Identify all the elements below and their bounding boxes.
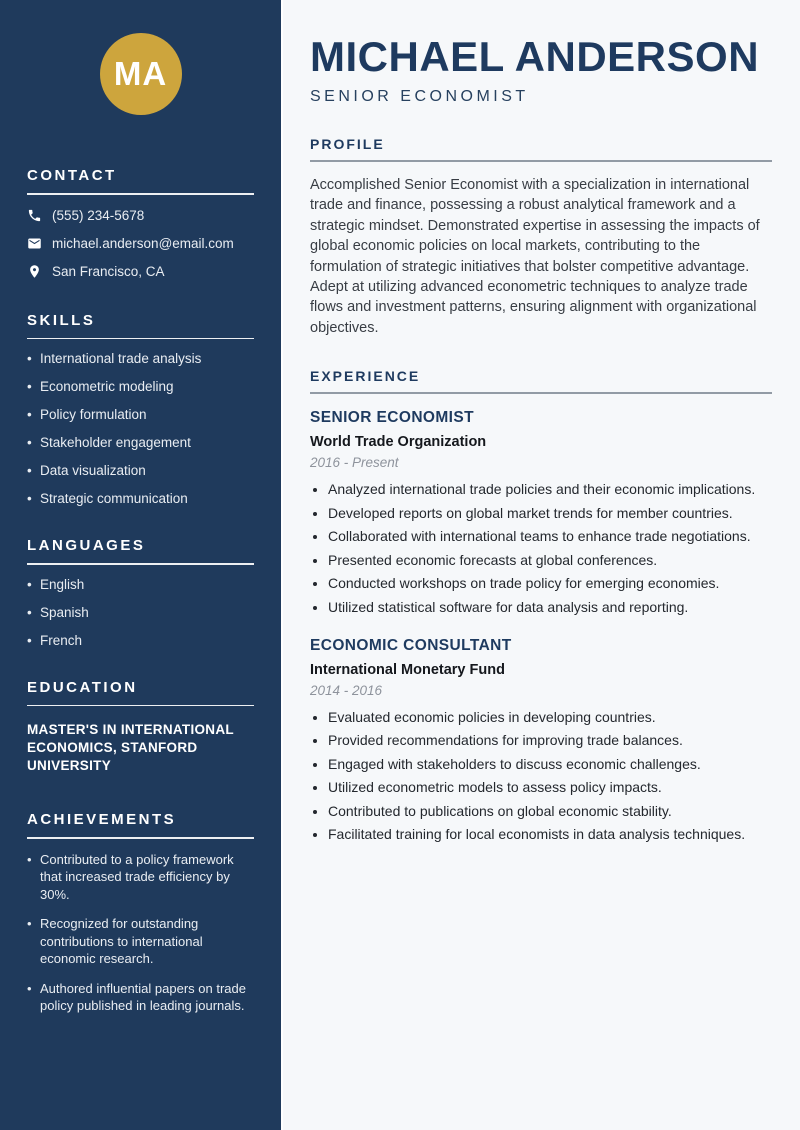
resume-sidebar	[0, 0, 281, 1130]
job-entry	[310, 409, 772, 615]
job-entry	[310, 637, 772, 843]
education-divider	[27, 705, 254, 707]
email-icon	[27, 236, 42, 251]
avatar	[100, 33, 182, 115]
achievement-item: • Authored influential papers on trade policy published in leading journals.	[27, 980, 254, 1015]
job-dates: 2016 - Present	[310, 455, 399, 471]
achievements-divider	[27, 837, 254, 839]
skills-section	[27, 312, 254, 508]
job-title: ECONOMIC CONSULTANT	[310, 636, 512, 654]
job-bullet: • Collaborated with international teams to enhance trade negotiations.	[328, 529, 772, 544]
achievements-list	[27, 851, 254, 1015]
skill-item: • International trade analysis	[27, 350, 254, 367]
job-bullet: • Evaluated economic policies in developing countries.	[328, 710, 772, 725]
skill-item: • Policy formulation	[27, 406, 254, 423]
phone-icon	[27, 208, 42, 223]
education-section	[27, 679, 254, 776]
languages-divider	[27, 563, 254, 565]
education-heading: EDUCATION	[27, 678, 138, 696]
achievements-heading: ACHIEVEMENTS	[27, 811, 177, 828]
skill-item: • Stakeholder engagement	[27, 434, 254, 451]
job-bullet: • Conducted workshops on trade policy for emerging economies.	[328, 576, 772, 591]
avatar-initials: MA	[113, 55, 168, 92]
job-bullet: • Engaged with stakeholders to discuss economic challenges.	[328, 757, 772, 772]
languages-heading: LANGUAGES	[27, 537, 146, 554]
skill-item: • Data visualization	[27, 462, 254, 479]
achievement-item: • Contributed to a policy framework that increased trade efficiency by 30%.	[27, 851, 254, 904]
profile-text: Accomplished Senior Economist with a specialization in international trade and finance, possessing a robust analytical framework and a strategic mindset. Demonstrated expertise in assessing the impacts of global economic policies on local markets, contributing to the formulation of strategic initiatives that bolster competitive advantage. Adept at utilizing advanced econometric techniques to analyze trade flows and investment patterns, ensuring alignment with organizational objectives.	[310, 177, 760, 336]
experience-heading: EXPERIENCE	[310, 368, 421, 385]
languages-section	[27, 537, 254, 649]
phone-number: (555) 234-5678	[52, 207, 145, 223]
contact-phone-row	[27, 208, 254, 223]
location-icon	[27, 264, 42, 279]
job-bullet: • Utilized econometric models to assess policy impacts.	[328, 780, 772, 795]
contact-email-row	[27, 236, 254, 251]
job-company: International Monetary Fund	[310, 661, 505, 678]
location-text: San Francisco, CA	[52, 263, 165, 279]
contact-divider	[27, 193, 254, 195]
skills-heading: SKILLS	[27, 311, 96, 329]
job-bullets	[310, 710, 772, 843]
language-item: • Spanish	[27, 604, 254, 621]
resume-main	[281, 0, 800, 1130]
contact-heading: CONTACT	[27, 167, 117, 184]
skills-divider	[27, 338, 254, 340]
skill-item: • Strategic communication	[27, 490, 254, 507]
email-address: michael.anderson@email.com	[52, 235, 234, 251]
job-bullet: • Developed reports on global market trends for member countries.	[328, 506, 772, 521]
job-bullet: • Analyzed international trade policies and their economic implications.	[328, 482, 772, 497]
language-item: • French	[27, 632, 254, 649]
job-bullets	[310, 482, 772, 615]
experience-divider	[310, 392, 772, 394]
job-title: SENIOR ECONOMIST	[310, 409, 474, 427]
education-degree: MASTER'S IN INTERNATIONAL ECONOMICS, STANFORD UNIVERSITY	[27, 722, 234, 773]
achievement-item: • Recognized for outstanding contributions to international economic research.	[27, 915, 254, 968]
job-bullet: • Facilitated training for local economists in data analysis techniques.	[328, 827, 772, 842]
job-bullet: • Utilized statistical software for data analysis and reporting.	[328, 600, 772, 615]
profile-section	[310, 136, 772, 338]
languages-list	[27, 576, 254, 649]
job-bullet: • Presented economic forecasts at global conferences.	[328, 553, 772, 568]
job-bullet: • Provided recommendations for improving trade balances.	[328, 733, 772, 748]
profile-heading: PROFILE	[310, 136, 385, 152]
language-item: • English	[27, 576, 254, 593]
job-company: World Trade Organization	[310, 434, 487, 451]
candidate-name: MICHAEL ANDERSON	[310, 33, 760, 80]
job-bullet: • Contributed to publications on global economic stability.	[328, 804, 772, 819]
contact-location-row	[27, 264, 254, 279]
experience-section	[310, 368, 772, 842]
contact-section	[27, 167, 254, 279]
profile-divider	[310, 160, 772, 162]
skill-item: • Econometric modeling	[27, 378, 254, 395]
achievements-section	[27, 811, 254, 1015]
candidate-title: SENIOR ECONOMIST	[310, 88, 529, 105]
skills-list	[27, 350, 254, 507]
job-dates: 2014 - 2016	[310, 682, 383, 698]
